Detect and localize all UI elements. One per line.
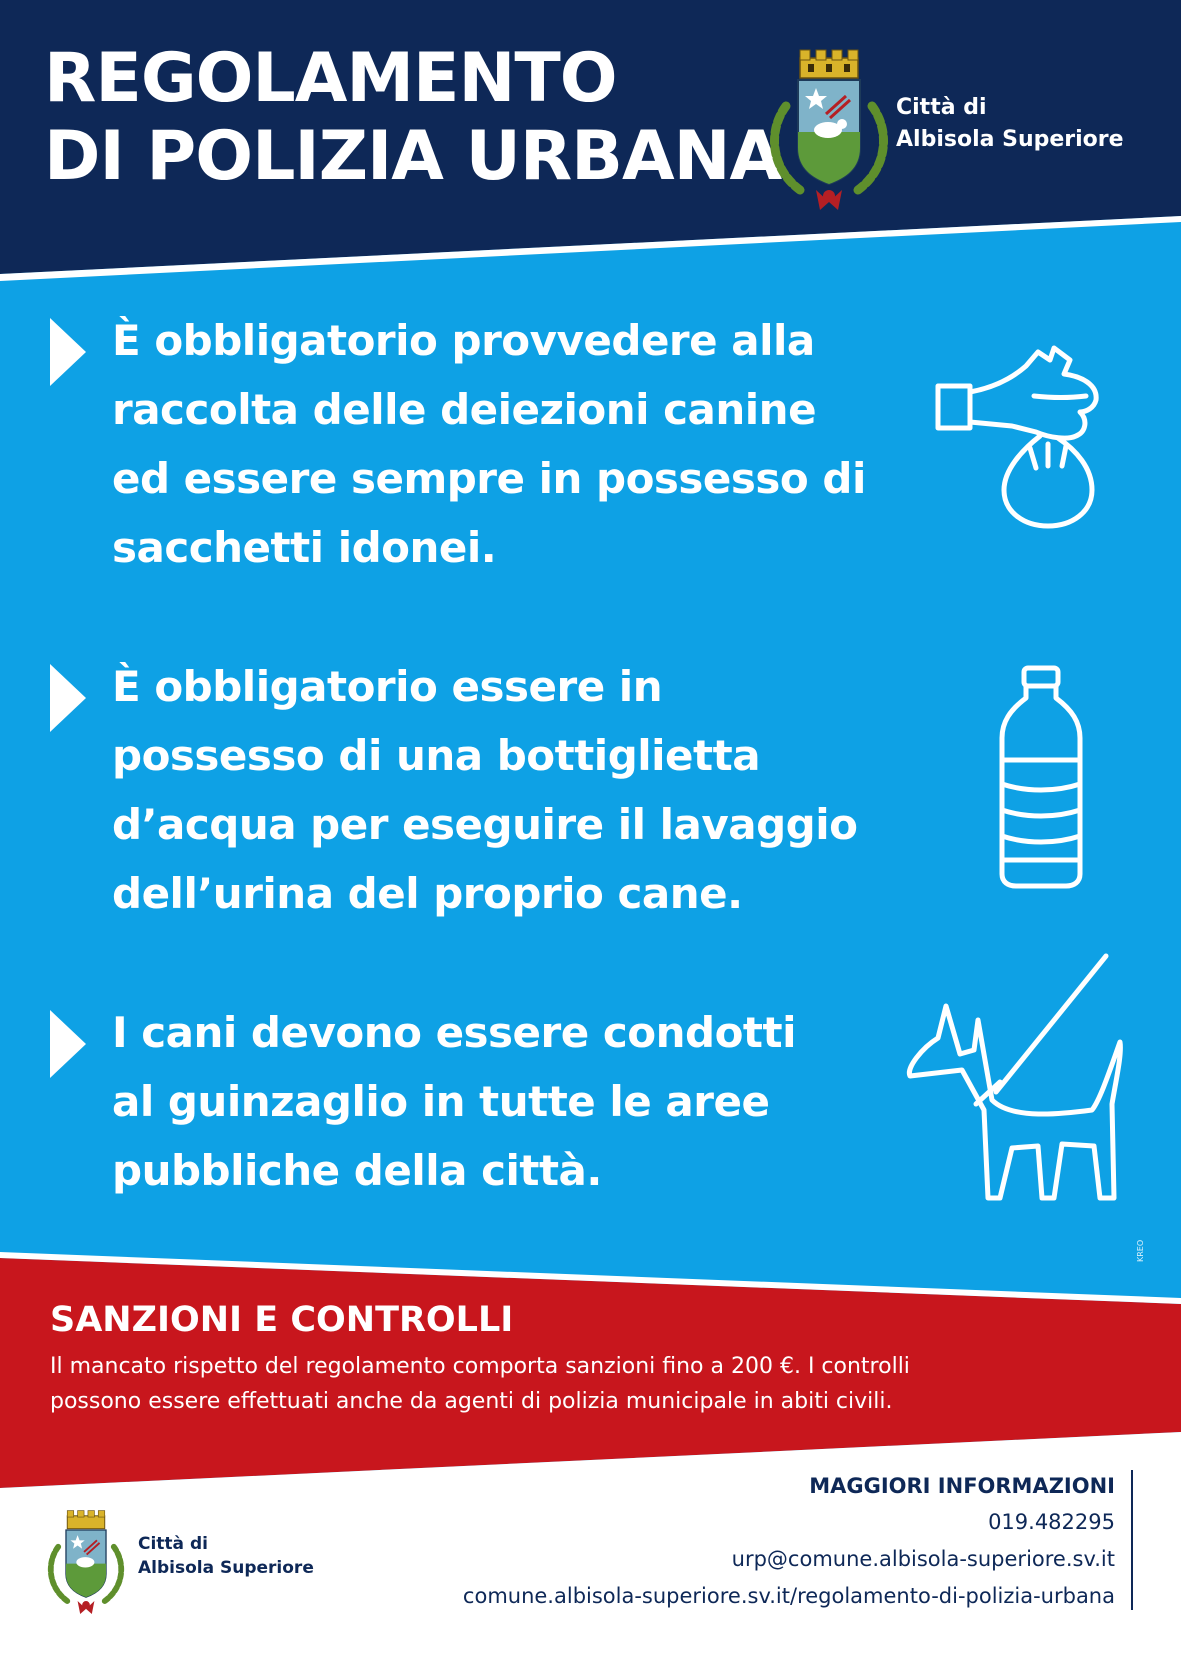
bullet-arrow-icon bbox=[50, 664, 86, 732]
city-name-line-1: Città di bbox=[896, 95, 987, 120]
bullet-arrow-icon bbox=[50, 1010, 86, 1078]
hand-holding-bag-icon bbox=[930, 340, 1102, 530]
city-crest-logo bbox=[764, 44, 894, 212]
email-link[interactable]: urp@comune.albisola-superiore.sv.it bbox=[731, 1547, 1115, 1571]
bullet-arrow-icon bbox=[50, 318, 86, 386]
rule-line: possesso di una bottiglietta bbox=[112, 731, 761, 780]
rule-text bbox=[112, 306, 866, 582]
city-name-footer bbox=[138, 1532, 314, 1580]
sanzioni-line-1: Il mancato rispetto del regolamento comporta sanzioni fino a 200 €. I controlli bbox=[50, 1354, 910, 1379]
city-name-header bbox=[896, 92, 1124, 156]
rule-line: dell’urina del proprio cane. bbox=[112, 869, 743, 918]
rule-line: sacchetti idonei. bbox=[112, 523, 497, 572]
city-name-line-2: Albisola Superiore bbox=[896, 127, 1124, 152]
title-line-1: REGOLAMENTO bbox=[44, 39, 617, 118]
website-link[interactable]: comune.albisola-superiore.sv.it/regolamento-di-polizia-urbana bbox=[462, 1584, 1115, 1608]
rule-line: pubbliche della città. bbox=[112, 1146, 602, 1195]
city-name-line-2: Albisola Superiore bbox=[138, 1558, 314, 1578]
city-crest-logo-footer bbox=[44, 1500, 128, 1622]
rule-line: raccolta delle deiezioni canine bbox=[112, 385, 817, 434]
sanzioni-text bbox=[50, 1349, 1150, 1419]
city-name-line-1: Città di bbox=[138, 1534, 208, 1554]
dog-on-leash-icon bbox=[902, 950, 1142, 1210]
rule-text bbox=[112, 998, 796, 1205]
title-line-2: DI POLIZIA URBANA bbox=[44, 117, 782, 196]
page-title bbox=[44, 40, 781, 196]
info-divider bbox=[1131, 1470, 1133, 1610]
sanzioni-line-2: possono essere effettuati anche da agenti di polizia municipale in abiti civili. bbox=[50, 1389, 893, 1414]
rule-line: al guinzaglio in tutte le aree bbox=[112, 1077, 770, 1126]
water-bottle-icon bbox=[996, 664, 1086, 890]
rule-line: ed essere sempre in possesso di bbox=[112, 454, 866, 503]
designer-credit: KREO bbox=[1136, 1239, 1145, 1262]
rule-line: È obbligatorio provvedere alla bbox=[112, 316, 815, 365]
rule-line: I cani devono essere condotti bbox=[112, 1008, 796, 1057]
info-block bbox=[463, 1468, 1115, 1615]
info-title: MAGGIORI INFORMAZIONI bbox=[809, 1474, 1115, 1498]
rule-line: d’acqua per eseguire il lavaggio bbox=[112, 800, 858, 849]
rule-line: È obbligatorio essere in bbox=[112, 662, 663, 711]
rule-text bbox=[112, 652, 857, 928]
sanzioni-title: SANZIONI E CONTROLLI bbox=[50, 1300, 514, 1340]
phone-number[interactable]: 019.482295 bbox=[988, 1510, 1115, 1534]
